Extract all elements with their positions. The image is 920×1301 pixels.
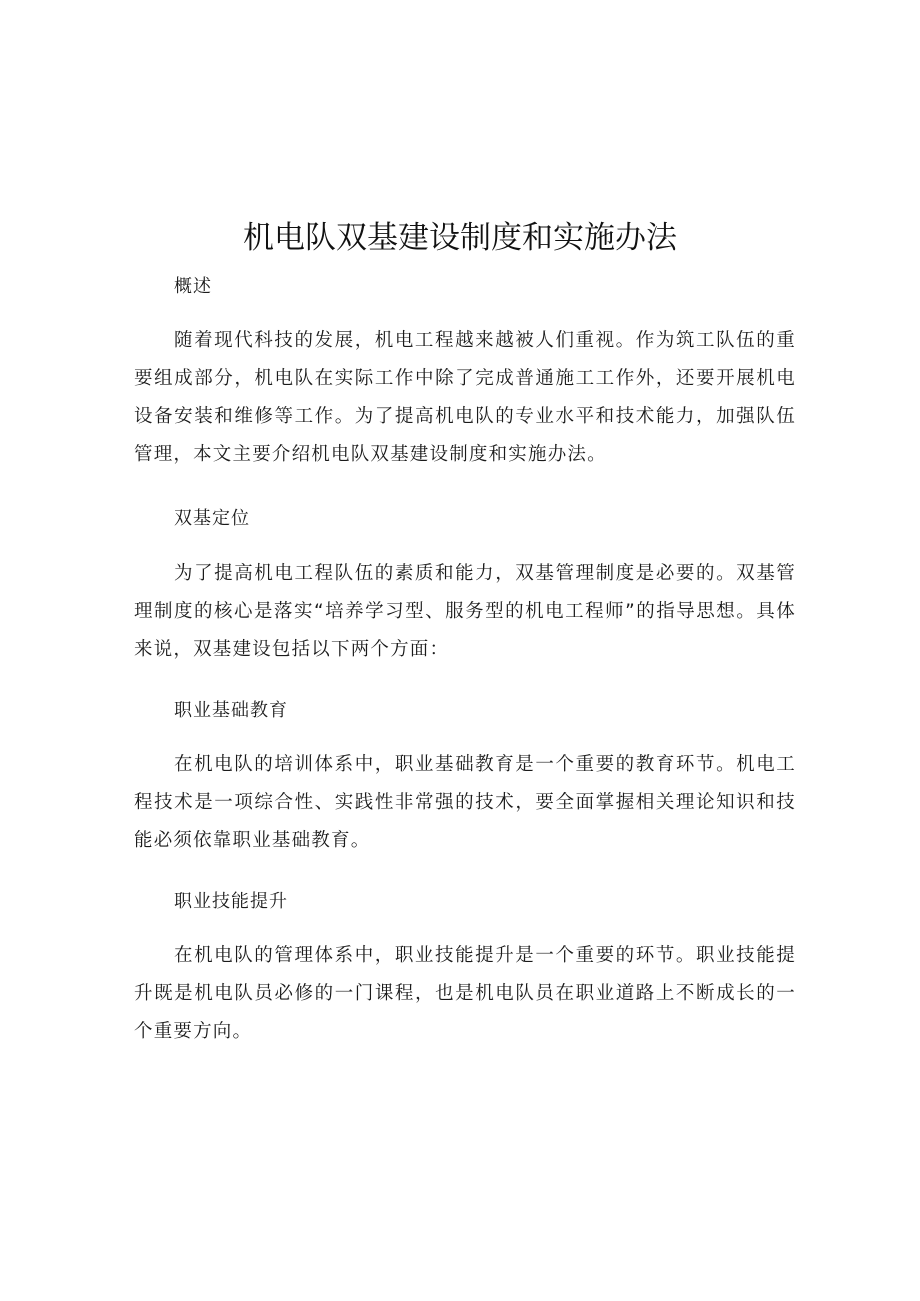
section-heading-basic-education: 职业基础教育 (174, 700, 288, 721)
section-heading-positioning: 双基定位 (174, 508, 250, 529)
section-paragraph-skill-improvement: 在机电队的管理体系中，职业技能提升是一个重要的环节。职业技能提升既是机电队员必修的一门课程，也是机电队员在职业道路上不断成长的一个重要方向。 (134, 945, 796, 1042)
section-heading-skill-improvement: 职业技能提升 (174, 891, 288, 912)
section-heading-overview: 概述 (174, 276, 212, 297)
section-paragraph-basic-education: 在机电队的培训体系中，职业基础教育是一个重要的教育环节。机电工程技术是一项综合性、实践性非常强的技术，要全面掌握相关理论知识和技能必须依靠职业基础教育。 (134, 754, 796, 851)
section-paragraph-positioning: 为了提高机电工程队伍的素质和能力，双基管理制度是必要的。双基管理制度的核心是落实“培养学习型、服务型的机电工程师”的指导思想。具体来说，双基建设包括以下两个方面： (134, 563, 796, 660)
section-paragraph-overview: 随着现代科技的发展，机电工程越来越被人们重视。作为筑工队伍的重要组成部分，机电队在实际工作中除了完成普通施工工作外，还要开展机电设备安装和维修等工作。为了提高机电队的专业水平和技术能力，加强队伍管理，本文主要介绍机电队双基建设制度和实施办法。 (134, 330, 796, 465)
document-title: 机电队双基建设制度和实施办法 (243, 220, 677, 256)
